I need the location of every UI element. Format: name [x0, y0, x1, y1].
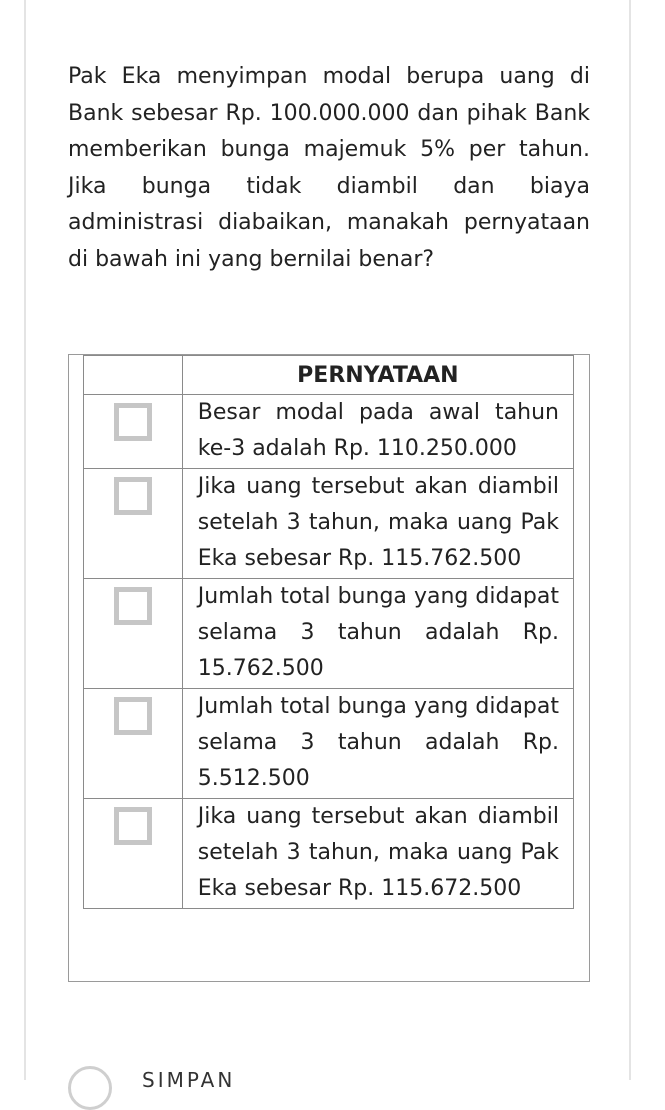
save-icon — [68, 1066, 112, 1110]
checkbox-cell — [84, 689, 183, 799]
table-row — [84, 799, 574, 909]
statement-text-4 — [182, 689, 573, 799]
table-row — [84, 395, 574, 469]
statement-checkbox-2[interactable] — [114, 477, 152, 515]
table-row — [84, 689, 574, 799]
statement-label: Jika uang tersebut akan diambil setelah 3 tahun, maka uang Pak Eka sebesar Rp. 115.762.500 — [197, 474, 559, 571]
question-text: Pak Eka menyimpan modal berupa uang di Bank sebesar Rp. 100.000.000 dan pihak Bank memberikan bunga majemuk 5% per tahun. Jika bunga tidak diambil dan biaya administrasi diabaikan, manakah pernyataan di bawah ini yang bernilai benar? — [68, 64, 590, 272]
checkbox-cell — [84, 395, 183, 469]
save-label: SIMPAN — [142, 1068, 236, 1092]
checkbox-cell — [84, 469, 183, 579]
statement-label: Besar modal pada awal tahun ke-3 adalah Rp. 110.250.000 — [197, 400, 559, 461]
statement-text-5 — [182, 799, 573, 909]
statement-checkbox-4[interactable] — [114, 697, 152, 735]
statement-checkbox-3[interactable] — [114, 587, 152, 625]
statement-table — [83, 355, 574, 909]
checkbox-column-header — [84, 356, 183, 395]
table-row — [84, 579, 574, 689]
statement-text-2 — [182, 469, 573, 579]
statement-column-header: PERNYATAAN — [182, 356, 573, 395]
table-row — [84, 469, 574, 579]
statement-label: Jika uang tersebut akan diambil setelah 3 tahun, maka uang Pak Eka sebesar Rp. 115.672.500 — [197, 804, 559, 901]
statement-label: Jumlah total bunga yang didapat selama 3 tahun adalah Rp. 5.512.500 — [197, 694, 559, 791]
table-header-row — [84, 356, 574, 395]
statement-checkbox-1[interactable] — [114, 403, 152, 441]
statement-text-1 — [182, 395, 573, 469]
statement-checkbox-5[interactable] — [114, 807, 152, 845]
statement-text-3 — [182, 579, 573, 689]
save-button[interactable] — [68, 1062, 235, 1102]
statement-label: Jumlah total bunga yang didapat selama 3 tahun adalah Rp. 15.762.500 — [197, 584, 559, 681]
checkbox-cell — [84, 799, 183, 909]
checkbox-cell — [84, 579, 183, 689]
